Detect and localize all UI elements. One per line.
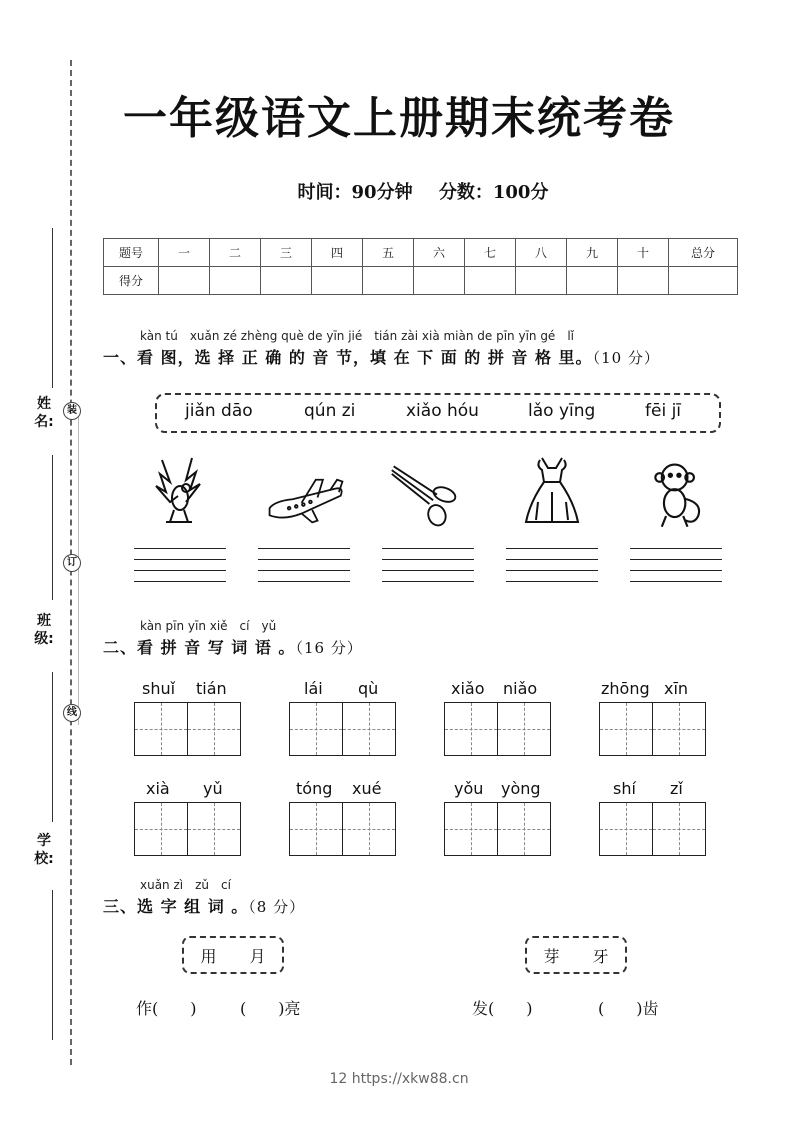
word-pinyin: xīn: [664, 679, 689, 698]
score-cell: 八: [516, 239, 567, 267]
exam-title: 一年级语文上册期末统考卷: [123, 93, 675, 144]
score-input-cell[interactable]: [618, 267, 669, 295]
score-cell: 题号: [104, 239, 159, 267]
bind-mark-zhuang: 装: [63, 402, 81, 420]
dress-icon: [512, 452, 592, 527]
word-pinyin: shuǐ: [142, 679, 176, 698]
word-pinyin: xiǎo: [451, 679, 485, 698]
writing-grid[interactable]: [444, 702, 551, 756]
section1-pinyin: kàn tú xuǎn zé zhèng què de yīn jié tián zài xià miàn de pīn yīn gé lǐ: [140, 329, 574, 343]
bind-mark-ding: 订: [63, 554, 81, 572]
char-choice-box: [525, 936, 627, 974]
score-input-cell[interactable]: [363, 267, 414, 295]
scissors-icon: [388, 458, 468, 533]
word-bank-item: fēi jī: [645, 401, 682, 421]
word-bank-item: lǎo yīng: [528, 401, 596, 421]
score-table-score-row: [104, 267, 738, 295]
word-pinyin: xià: [146, 779, 170, 798]
score-cell: 五: [363, 239, 414, 267]
score-input-cell[interactable]: [465, 267, 516, 295]
score-input-cell[interactable]: [567, 267, 618, 295]
score-cell: 九: [567, 239, 618, 267]
answer-lines[interactable]: [382, 548, 474, 592]
section3-title: [103, 894, 305, 917]
word-pinyin: lái: [304, 679, 323, 698]
name-line: [52, 228, 53, 388]
section2-title: [103, 635, 363, 658]
choice-char: 月: [249, 946, 266, 966]
time-info: 时间：90分钟: [297, 182, 413, 203]
word-pinyin: zhōng: [601, 679, 650, 698]
word-bank-item: xiǎo hóu: [406, 401, 479, 421]
school-label: 学校:: [34, 833, 54, 867]
section3-title-text: 三、选 字 组 词 。: [103, 897, 249, 916]
word-pinyin: tián: [196, 679, 227, 698]
score-row-label: 得分: [104, 267, 159, 295]
fill-blank[interactable]: ( )齿: [598, 999, 659, 1018]
writing-grid[interactable]: [599, 802, 706, 856]
writing-grid[interactable]: [444, 802, 551, 856]
score-input-cell[interactable]: [261, 267, 312, 295]
eagle-icon: [140, 452, 220, 527]
class-label: 班级:: [34, 613, 54, 647]
score-cell: 七: [465, 239, 516, 267]
word-pinyin: xué: [352, 779, 382, 798]
score-cell: 三: [261, 239, 312, 267]
score-input-cell[interactable]: [516, 267, 567, 295]
page-footer: 12 https://xkw88.cn: [329, 1071, 469, 1087]
airplane-icon: [266, 460, 346, 535]
word-bank-item: jiǎn dāo: [185, 401, 253, 421]
choice-char: 芽: [543, 946, 560, 966]
word-bank-item: qún zi: [304, 401, 356, 421]
class-line-top: [52, 455, 53, 600]
word-bank: [155, 393, 721, 433]
word-pinyin: yǔ: [203, 779, 223, 798]
score-cell: 二: [210, 239, 261, 267]
answer-lines[interactable]: [506, 548, 598, 592]
bind-mark-xian: 线: [63, 704, 81, 722]
writing-grid[interactable]: [599, 702, 706, 756]
score-input-cell[interactable]: [414, 267, 465, 295]
school-line: [52, 890, 53, 1040]
score-cell: 四: [312, 239, 363, 267]
section2-score: （16 分）: [295, 639, 363, 657]
section1-title: [103, 345, 660, 368]
answer-lines[interactable]: [134, 548, 226, 592]
section1-title-text: 一、看 图，选 择 正 确 的 音 节，填 在 下 面 的 拼 音 格 里。: [103, 348, 593, 367]
word-pinyin: shí: [613, 779, 636, 798]
score-input-cell[interactable]: [669, 267, 738, 295]
section1-score: （10 分）: [592, 349, 660, 367]
word-pinyin: tóng: [296, 779, 333, 798]
score-table: [103, 238, 738, 295]
score-info: 分数：100分: [438, 182, 549, 203]
answer-lines[interactable]: [630, 548, 722, 592]
word-pinyin: yòng: [501, 779, 541, 798]
class-line-bottom: [52, 672, 53, 822]
score-cell: 十: [618, 239, 669, 267]
score-input-cell[interactable]: [210, 267, 261, 295]
answer-lines[interactable]: [258, 548, 350, 592]
word-pinyin: qù: [358, 679, 379, 698]
fill-blank[interactable]: 作( ): [136, 999, 197, 1018]
exam-subtitle: [0, 178, 798, 204]
score-cell: 六: [414, 239, 465, 267]
section2-title-text: 二、看 拼 音 写 词 语 。: [103, 638, 296, 657]
writing-grid[interactable]: [134, 702, 241, 756]
section3-score: （8 分）: [248, 898, 306, 916]
fill-blank[interactable]: 发( ): [472, 999, 533, 1018]
section3-pinyin: xuǎn zì zǔ cí: [140, 878, 231, 892]
writing-grid[interactable]: [134, 802, 241, 856]
fill-blank[interactable]: ( )亮: [240, 999, 301, 1018]
choice-char: 牙: [592, 946, 609, 966]
writing-grid[interactable]: [289, 802, 396, 856]
score-input-cell[interactable]: [312, 267, 363, 295]
word-pinyin: niǎo: [503, 679, 538, 698]
score-table-header-row: [104, 239, 738, 267]
name-label: 姓名:: [34, 396, 54, 430]
word-pinyin: yǒu: [454, 779, 484, 798]
choice-char: 用: [200, 946, 217, 966]
score-input-cell[interactable]: [159, 267, 210, 295]
char-choice-box: [182, 936, 284, 974]
monkey-icon: [640, 456, 720, 531]
writing-grid[interactable]: [289, 702, 396, 756]
score-cell: 总分: [669, 239, 738, 267]
score-cell: 一: [159, 239, 210, 267]
word-pinyin: zǐ: [670, 779, 683, 798]
section2-pinyin: kàn pīn yīn xiě cí yǔ: [140, 619, 277, 633]
